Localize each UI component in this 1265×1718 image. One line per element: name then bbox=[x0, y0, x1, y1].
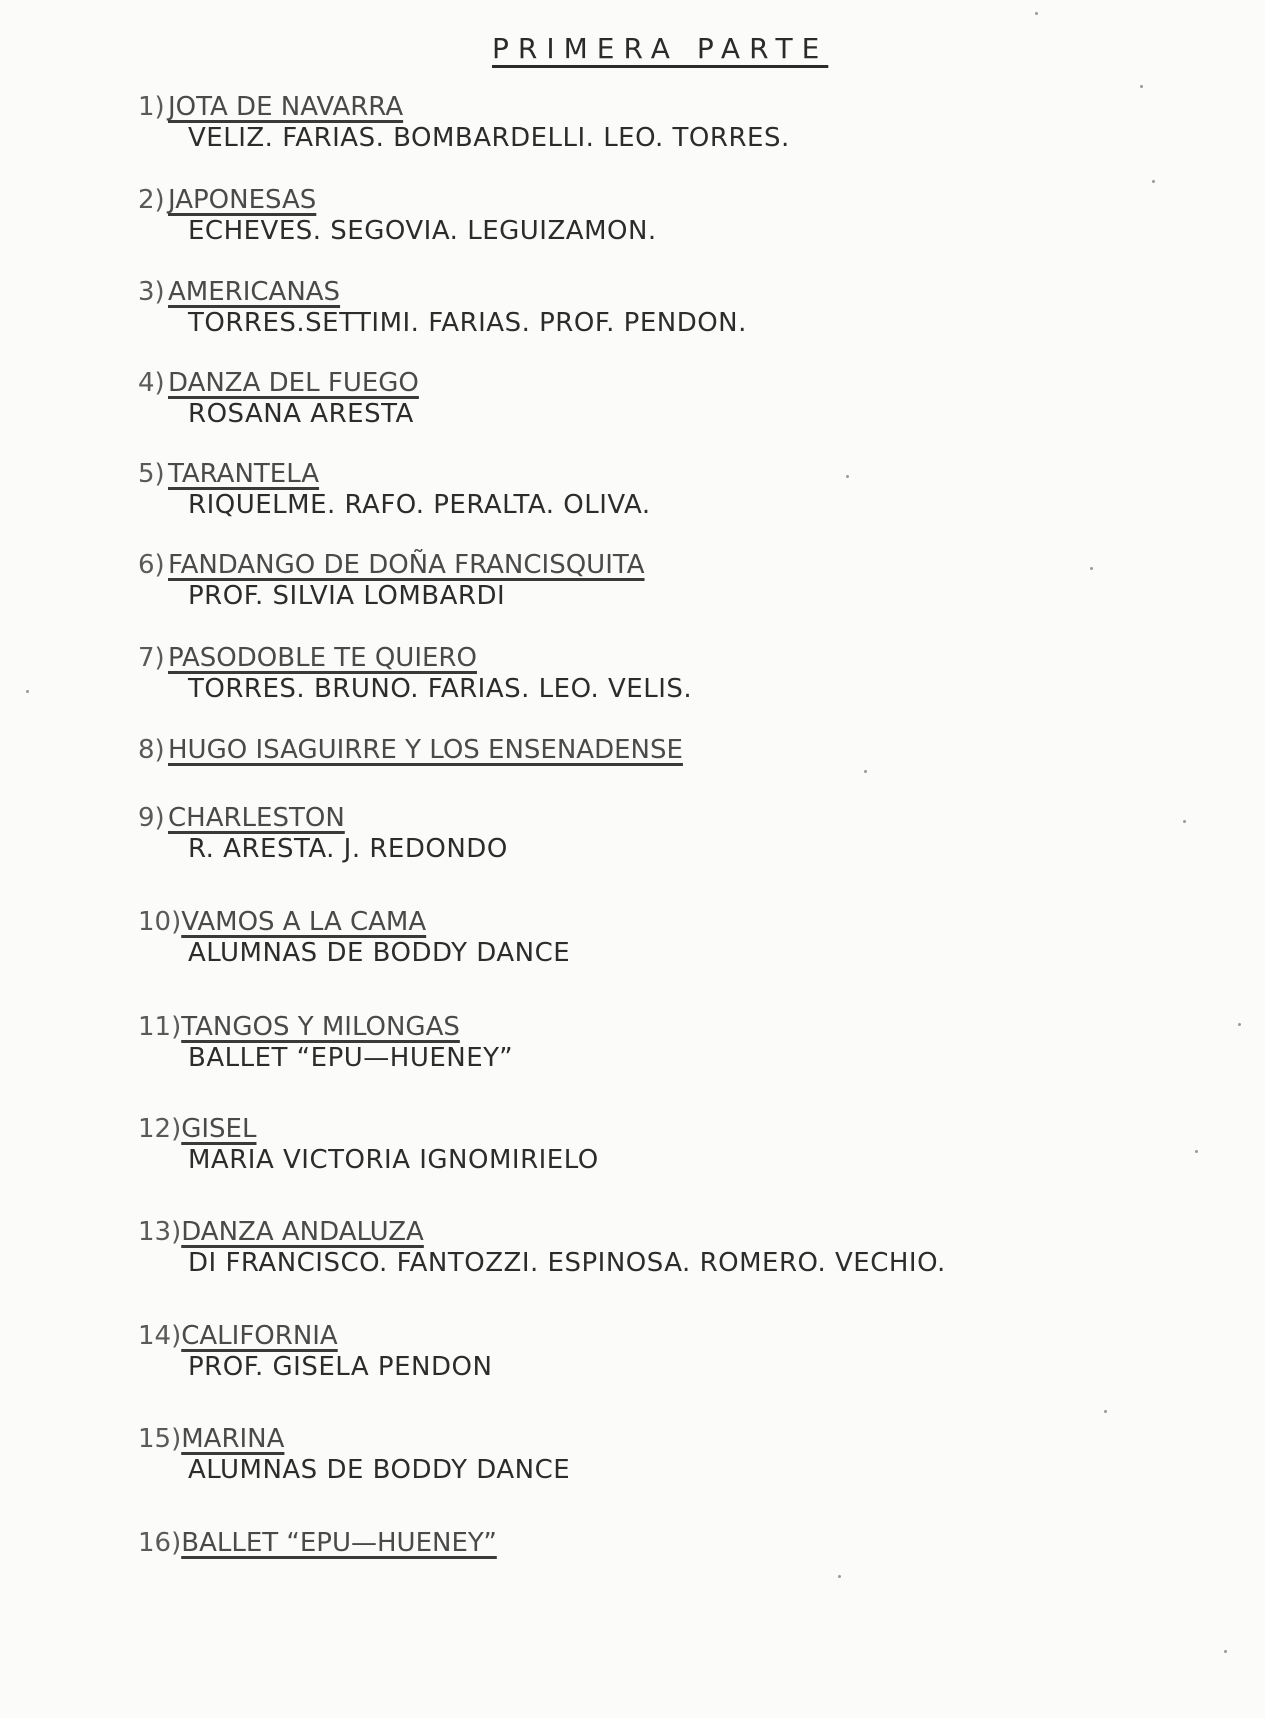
item-number: 8) bbox=[138, 735, 165, 765]
program-item bbox=[138, 550, 1138, 612]
item-number: 13) bbox=[138, 1217, 182, 1247]
program-item bbox=[138, 1012, 1138, 1074]
program-item bbox=[138, 907, 1138, 969]
item-performers: TORRES.SETTIMI. FARIAS. PROF. PENDON. bbox=[188, 308, 747, 338]
paper-speck bbox=[1238, 1023, 1241, 1026]
program-item bbox=[138, 643, 1138, 705]
item-performers: ECHEVES. SEGOVIA. LEGUIZAMON. bbox=[188, 216, 657, 246]
heading-text: PRIMERA PARTE bbox=[492, 32, 829, 65]
item-performers: VELIZ. FARIAS. BOMBARDELLI. LEO. TORRES. bbox=[188, 123, 790, 153]
paper-speck bbox=[1183, 820, 1186, 823]
item-performers: PROF. SILVIA LOMBARDI bbox=[188, 581, 506, 611]
item-title: FANDANGO DE DOÑA FRANCISQUITA bbox=[168, 550, 645, 580]
item-number: 1) bbox=[138, 92, 165, 122]
paper-speck bbox=[1195, 1150, 1198, 1153]
program-item bbox=[138, 1217, 1138, 1279]
item-number: 4) bbox=[138, 368, 165, 398]
item-performers: ALUMNAS DE BODDY DANCE bbox=[188, 938, 571, 968]
item-title: TARANTELA bbox=[168, 459, 320, 489]
item-number: 9) bbox=[138, 803, 165, 833]
paper-speck bbox=[838, 1575, 841, 1578]
item-title: AMERICANAS bbox=[168, 277, 341, 307]
item-performers: RIQUELME. RAFO. PERALTA. OLIVA. bbox=[188, 490, 651, 520]
item-title: BALLET “EPU—HUENEY” bbox=[181, 1528, 497, 1558]
item-performers: DI FRANCISCO. FANTOZZI. ESPINOSA. ROMERO. VECHIO. bbox=[188, 1248, 946, 1278]
item-title: VAMOS A LA CAMA bbox=[181, 907, 427, 937]
item-title: CHARLESTON bbox=[168, 803, 345, 833]
item-performers: BALLET “EPU—HUENEY” bbox=[188, 1043, 514, 1073]
paper-speck bbox=[1104, 1410, 1107, 1413]
program-item bbox=[138, 459, 1138, 521]
item-number: 2) bbox=[138, 185, 165, 215]
item-number: 6) bbox=[138, 550, 165, 580]
program-item bbox=[138, 1528, 1138, 1558]
item-title: PASODOBLE TE QUIERO bbox=[168, 643, 477, 673]
item-title: DANZA DEL FUEGO bbox=[168, 368, 419, 398]
paper-speck bbox=[1224, 1650, 1227, 1653]
item-number: 3) bbox=[138, 277, 165, 307]
item-performers: R. ARESTA. J. REDONDO bbox=[188, 834, 508, 864]
paper-speck bbox=[1140, 85, 1143, 88]
paper-speck bbox=[1090, 567, 1093, 570]
program-item bbox=[138, 1321, 1138, 1383]
item-number: 12) bbox=[138, 1114, 182, 1144]
program-item bbox=[138, 368, 1138, 430]
item-number: 14) bbox=[138, 1321, 182, 1351]
item-number: 16) bbox=[138, 1528, 182, 1558]
item-performers: ROSANA ARESTA bbox=[188, 399, 414, 429]
item-title: JAPONESAS bbox=[168, 185, 317, 215]
item-number: 7) bbox=[138, 643, 165, 673]
program-item bbox=[138, 803, 1138, 865]
item-number: 11) bbox=[138, 1012, 182, 1042]
item-title: MARINA bbox=[181, 1424, 285, 1454]
program-item bbox=[138, 1424, 1138, 1486]
item-performers: PROF. GISELA PENDON bbox=[188, 1352, 493, 1382]
item-number: 10) bbox=[138, 907, 182, 937]
item-number: 5) bbox=[138, 459, 165, 489]
item-title: GISEL bbox=[181, 1114, 257, 1144]
paper-speck bbox=[26, 690, 29, 693]
item-performers: TORRES. BRUNO. FARIAS. LEO. VELIS. bbox=[188, 674, 693, 704]
program-item bbox=[138, 185, 1138, 247]
paper-speck bbox=[864, 770, 867, 773]
program-item bbox=[138, 735, 1138, 765]
item-title: HUGO ISAGUIRRE Y LOS ENSENADENSE bbox=[168, 735, 683, 765]
item-title: DANZA ANDALUZA bbox=[181, 1217, 424, 1247]
item-performers: MARIA VICTORIA IGNOMIRIELO bbox=[188, 1145, 599, 1175]
item-title: CALIFORNIA bbox=[181, 1321, 338, 1351]
item-performers: ALUMNAS DE BODDY DANCE bbox=[188, 1455, 571, 1485]
paper-speck bbox=[1035, 12, 1038, 15]
program-item bbox=[138, 92, 1138, 154]
item-title: TANGOS Y MILONGAS bbox=[181, 1012, 460, 1042]
item-number: 15) bbox=[138, 1424, 182, 1454]
paper-speck bbox=[1152, 180, 1155, 183]
program-item bbox=[138, 277, 1138, 339]
item-title: JOTA DE NAVARRA bbox=[168, 92, 404, 122]
paper-speck bbox=[846, 475, 849, 478]
program-item bbox=[138, 1114, 1138, 1176]
